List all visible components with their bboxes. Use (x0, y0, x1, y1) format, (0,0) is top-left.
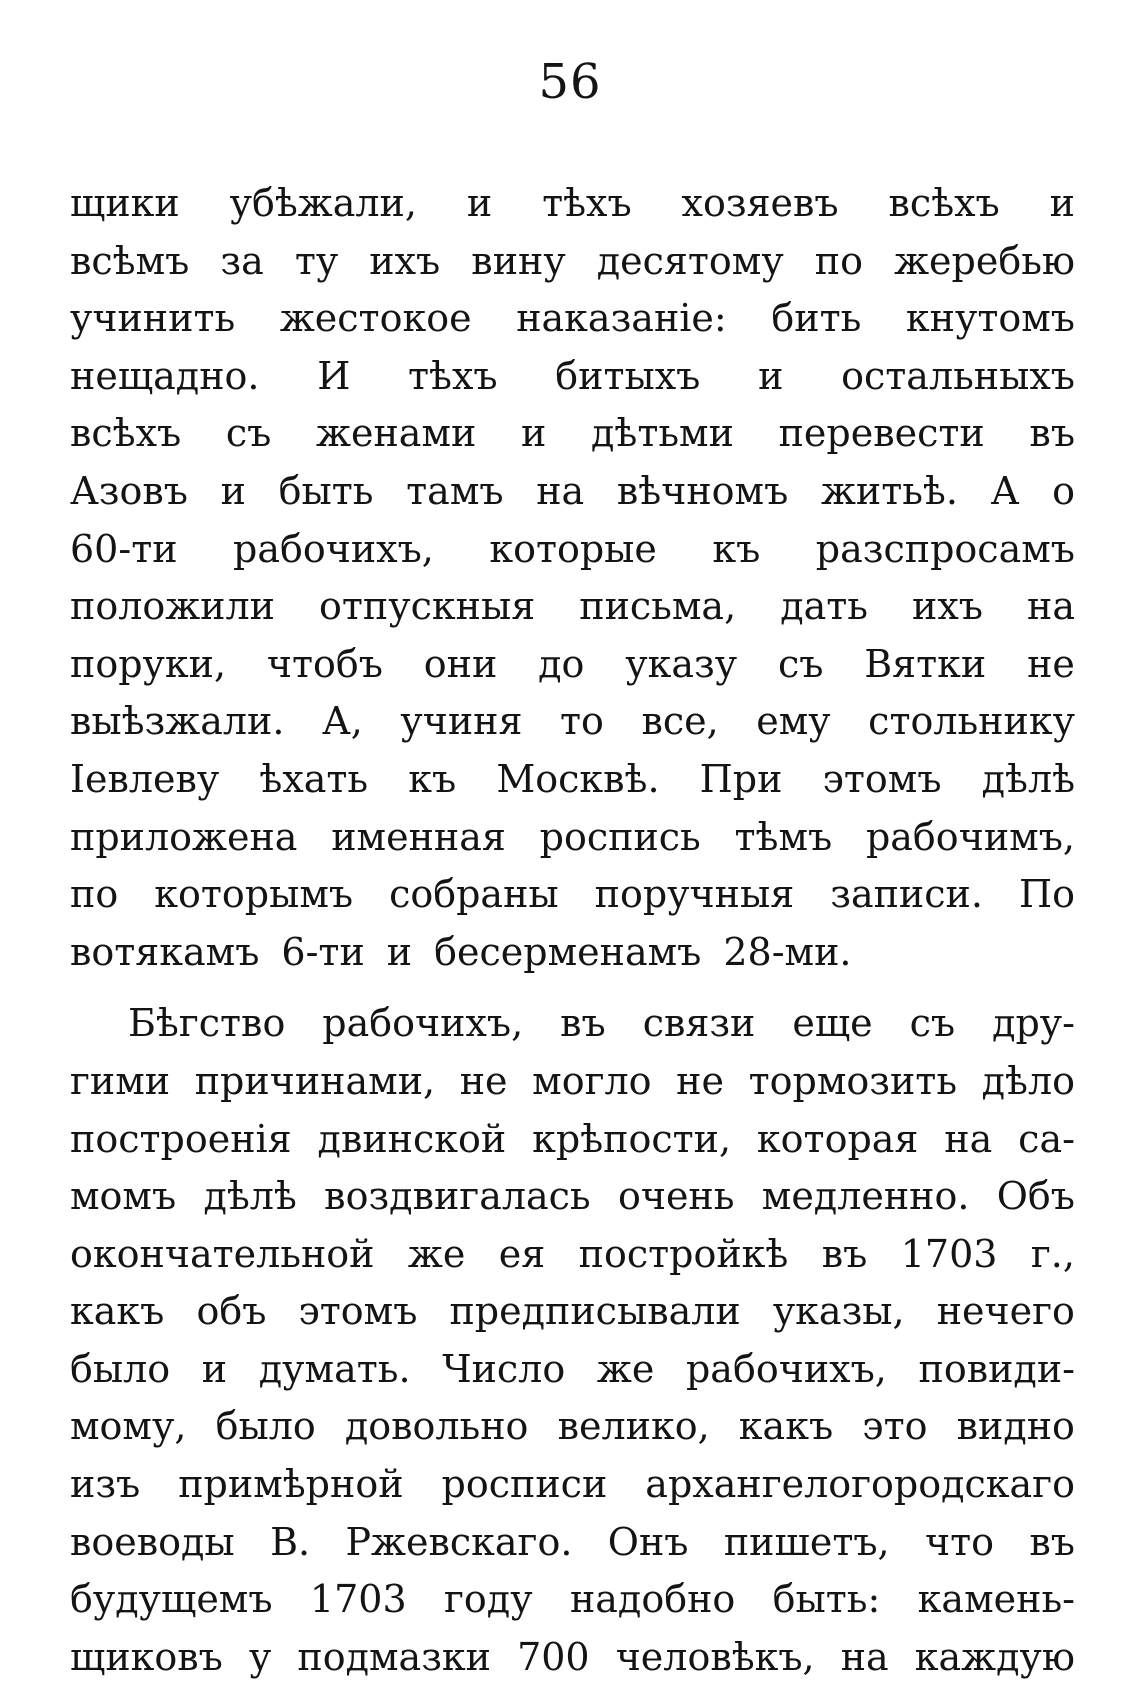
word: они (423, 641, 498, 686)
word: пишетъ, (723, 1519, 890, 1564)
word: вину (471, 238, 566, 283)
word: са- (1018, 1116, 1075, 1161)
word: битыхъ (555, 353, 701, 398)
word: и (521, 411, 547, 456)
word: подмазки (297, 1634, 491, 1679)
word: которая (756, 1116, 919, 1161)
word: тѣхъ (408, 353, 498, 398)
text-line (70, 636, 1075, 694)
word: не (1027, 641, 1075, 686)
word: быть (278, 468, 374, 513)
word: десятому (596, 238, 784, 283)
word: 28-ми. (723, 929, 852, 974)
word: тѣхъ (542, 181, 632, 225)
text-line (70, 1341, 1075, 1399)
word: приложена (70, 814, 298, 859)
word: и (1049, 181, 1075, 225)
word: рабочихъ, (685, 1346, 887, 1391)
word: росписи (441, 1462, 608, 1507)
word: быть: (772, 1577, 881, 1622)
word: въ (560, 1001, 606, 1046)
word: всѣхъ (888, 181, 1000, 225)
word: рабочимъ, (865, 814, 1075, 859)
word: этомъ (822, 756, 942, 801)
word: воздвигалась (324, 1174, 591, 1219)
word: предписывали (449, 1289, 741, 1334)
text-line (70, 175, 1075, 233)
paragraph-2 (70, 995, 1075, 1686)
word: довольно (344, 1404, 529, 1449)
word: собраны (389, 872, 559, 917)
text-line (70, 578, 1075, 636)
word: какъ (738, 1404, 834, 1449)
word: ея (498, 1231, 546, 1276)
word: учинить (70, 296, 236, 341)
word: Іевлеву (70, 756, 220, 801)
word: стольнику (868, 699, 1075, 744)
word: въ (821, 1231, 868, 1276)
word: что (924, 1519, 994, 1564)
word: чтобъ (266, 641, 383, 686)
word: съ (777, 641, 824, 686)
word: убѣжали, (229, 181, 417, 225)
word: году (444, 1577, 533, 1622)
word: о (1052, 468, 1075, 513)
word: жеребью (894, 238, 1075, 283)
word: архангелогородскаго (645, 1462, 1075, 1507)
word: поручныя (594, 872, 795, 917)
word: не (676, 1058, 724, 1103)
text-line (70, 751, 1075, 809)
word: ихъ (912, 584, 983, 629)
word: вѣчномъ (616, 468, 789, 513)
text-line (70, 866, 1075, 924)
word: этомъ (298, 1289, 418, 1334)
word: бить (771, 296, 862, 341)
word: 6-ти (281, 929, 365, 974)
paragraph-1 (70, 175, 1075, 981)
text-line (70, 463, 1075, 521)
word: Объ (996, 1174, 1075, 1219)
text-line (70, 995, 1075, 1053)
word: изъ (70, 1462, 141, 1507)
text-line (70, 405, 1075, 463)
text-line (70, 1629, 1075, 1686)
word: построенія (70, 1116, 292, 1161)
word: видно (956, 1404, 1075, 1449)
word: жестокое (279, 296, 472, 341)
page-number: 56 (538, 54, 602, 110)
word: выѣзжали. (70, 699, 285, 744)
word: дать (780, 584, 868, 629)
word: ѣхать (259, 756, 369, 801)
word: ту (294, 238, 339, 283)
text-line (70, 1168, 1075, 1226)
word: и (386, 929, 413, 974)
word: у (248, 1634, 272, 1679)
word: 1703 (309, 1577, 407, 1622)
text-line (70, 1283, 1075, 1341)
word: ему (756, 699, 831, 744)
word: воеводы (70, 1519, 235, 1564)
word: причинами, (194, 1058, 436, 1103)
word: же (407, 1231, 466, 1276)
word: каждую (914, 1634, 1075, 1679)
word: въ (1029, 411, 1075, 456)
word: именная (331, 814, 506, 859)
word: было (215, 1404, 316, 1449)
text-line (70, 809, 1075, 867)
word: момъ (70, 1174, 177, 1219)
word: женами (316, 411, 477, 456)
word: очень (617, 1174, 735, 1219)
word: на (1027, 584, 1075, 629)
word: нечего (936, 1289, 1075, 1334)
word: роспись (539, 814, 701, 859)
text-line (70, 1053, 1075, 1111)
word: будущемъ (70, 1577, 273, 1622)
word: думать. (258, 1346, 411, 1391)
word: И (317, 353, 351, 398)
word: Онъ (607, 1519, 689, 1564)
word: не (459, 1058, 508, 1103)
word: велико, (557, 1404, 710, 1449)
word: тормозить (748, 1058, 958, 1103)
word: всѣхъ (70, 411, 182, 456)
word: могло (532, 1058, 652, 1103)
word: къ (712, 526, 761, 571)
word: поруки, (70, 641, 227, 686)
word: 60-ти (70, 526, 178, 571)
word: то (560, 699, 604, 744)
word: связи (642, 1001, 756, 1046)
word: положили (70, 584, 275, 629)
word: которые (489, 526, 657, 571)
text-line (70, 290, 1075, 348)
word: и (220, 468, 246, 513)
word: щики (70, 181, 180, 225)
text-line (70, 1456, 1075, 1514)
word: Число (442, 1346, 566, 1391)
word: указу (625, 641, 738, 686)
word: дѣтьми (591, 411, 734, 456)
word: медленно. (761, 1174, 970, 1219)
word: Москвѣ. (496, 756, 660, 801)
word: по (814, 238, 864, 283)
word: крѣпости, (532, 1116, 732, 1161)
word: А (990, 468, 1020, 513)
word: и (201, 1346, 228, 1391)
word: за (220, 238, 264, 283)
word: съ (909, 1001, 956, 1046)
word: на (944, 1116, 993, 1161)
word: на (536, 468, 585, 513)
word: было (70, 1346, 171, 1391)
word: камень- (917, 1577, 1075, 1622)
word: повиди- (918, 1346, 1075, 1391)
word: до (538, 641, 585, 686)
word: которымъ (154, 872, 354, 917)
word: дру- (992, 1001, 1075, 1046)
word: тамъ (406, 468, 504, 513)
word: указы, (772, 1289, 905, 1334)
word: письма, (579, 584, 737, 629)
word: наказаніе: (516, 296, 727, 341)
word: на (840, 1634, 889, 1679)
word: постройкѣ (578, 1231, 789, 1276)
word: все, (641, 699, 719, 744)
word: перевести (778, 411, 985, 456)
word: разспросамъ (815, 526, 1075, 571)
word: тѣмъ (734, 814, 833, 859)
word: Азовъ (70, 468, 188, 513)
word: щиковъ (70, 1634, 223, 1679)
word: дѣло (981, 1058, 1075, 1103)
word: дѣлѣ (203, 1174, 297, 1219)
word: какъ (70, 1289, 165, 1334)
word: къ (408, 756, 457, 801)
word: объ (196, 1289, 267, 1334)
word: всѣмъ (70, 238, 190, 283)
text-line (70, 693, 1075, 751)
word: бесерменамъ (434, 929, 702, 974)
word: записи. (830, 872, 983, 917)
word: 1703 (900, 1231, 998, 1276)
word: В. (270, 1519, 311, 1564)
word: ихъ (369, 238, 441, 283)
word: житьѣ. (820, 468, 958, 513)
word: рабочихъ, (233, 526, 434, 571)
word: надобно (569, 1577, 736, 1622)
word: человѣкъ, (615, 1634, 815, 1679)
text-line (70, 1571, 1075, 1629)
text-line (70, 521, 1075, 579)
word: по (70, 872, 119, 917)
word: въ (1029, 1519, 1075, 1564)
word: По (1018, 872, 1075, 917)
text-line (70, 233, 1075, 291)
word: нещадно. (70, 353, 260, 398)
word: и (758, 353, 784, 398)
word: примѣрной (178, 1462, 404, 1507)
word: А, (321, 699, 363, 744)
word: Ржевскаго. (345, 1519, 573, 1564)
word: это (862, 1404, 928, 1449)
word: двинской (317, 1116, 507, 1161)
word: рабочихъ, (322, 1001, 524, 1046)
word: г., (1030, 1231, 1075, 1276)
word: учиня (400, 699, 523, 744)
word: хозяевъ (681, 181, 839, 225)
word: Бѣгство (128, 1001, 286, 1046)
word: еще (792, 1001, 873, 1046)
word: гими (70, 1058, 171, 1103)
word: отпускныя (319, 584, 536, 629)
word: мому, (70, 1404, 187, 1449)
word: вотякамъ (70, 929, 260, 974)
word: и (466, 181, 493, 225)
word: 700 (517, 1634, 590, 1679)
text-line (70, 924, 1075, 982)
word: кнутомъ (905, 296, 1075, 341)
text-line (70, 1514, 1075, 1572)
word: остальныхъ (841, 353, 1075, 398)
text-line (70, 1398, 1075, 1456)
text-line (70, 1226, 1075, 1284)
text-line (70, 348, 1075, 406)
word: При (699, 756, 783, 801)
body-text (70, 175, 1075, 1686)
word: съ (225, 411, 272, 456)
word: же (596, 1346, 655, 1391)
word: Вятки (864, 641, 987, 686)
word: дѣлѣ (981, 756, 1075, 801)
text-line (70, 1111, 1075, 1169)
word: окончательной (70, 1231, 375, 1276)
paragraph-gap (70, 981, 1075, 995)
